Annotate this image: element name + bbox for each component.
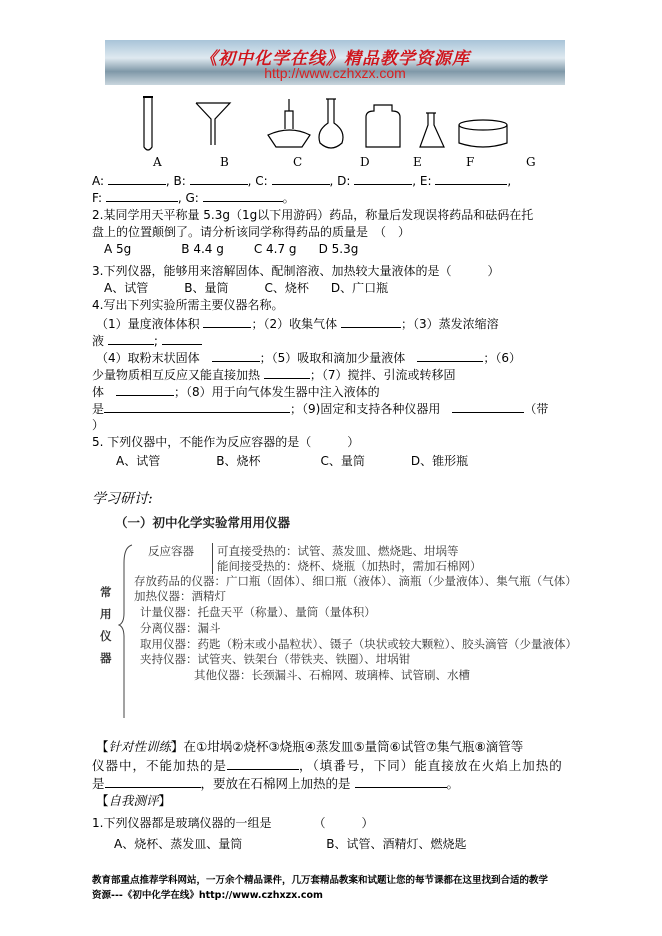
blank-3b[interactable] xyxy=(162,332,202,345)
blank-not-heatable[interactable] xyxy=(227,757,299,770)
training-line1: 【针对性训练】在①坩埚②烧杯③烧瓶④蒸发皿⑤量筒⑥试管⑦集气瓶⑧滴管等 xyxy=(96,739,524,754)
q4-stem: 4.写出下列实验所需主要仪器名称。 xyxy=(92,298,284,312)
blank-7[interactable] xyxy=(116,383,174,396)
blank-direct-heat[interactable] xyxy=(105,775,201,788)
text: ；（7）搅拌、引流或转移固 xyxy=(309,368,456,382)
blank-9[interactable] xyxy=(452,400,524,413)
row-separation: 分离仪器：漏斗 xyxy=(140,621,221,635)
text: , E: xyxy=(412,174,432,188)
label-e: E xyxy=(413,155,422,169)
test-tube-icon xyxy=(143,97,153,150)
training-tag: 针对性训练 xyxy=(108,739,172,754)
row-storage: 存放药品的仪器：广口瓶（固体）、细口瓶（液体）、滴瓶（少量液体）、集气瓶（气体） xyxy=(134,574,577,588)
text: ；（8）用于向气体发生器中注入液体的 xyxy=(174,385,380,399)
text: 是 xyxy=(92,402,105,416)
study-heading: 学习研讨: xyxy=(92,491,153,507)
text: （带 xyxy=(524,402,549,416)
row-heating: 加热仪器：酒精灯 xyxy=(134,589,226,603)
q2-stem-1: 2.某同学用天平称量 5.3g（1g以下用游码）药品，称量后发现误将药品和砝码在托 xyxy=(92,208,534,222)
row-direct: 可直接受热的：试管、蒸发皿、燃烧匙、坩埚等 xyxy=(212,543,459,559)
q4-line1 xyxy=(96,315,499,332)
text: ，（填番号，下同）能直接放在火焰上加热的 xyxy=(299,758,563,773)
q2-stem-2: 盘上的位置颠倒了。请分析该同学称得药品的质量是 （ ） xyxy=(92,225,411,239)
blank-8[interactable] xyxy=(104,400,290,413)
banner-url: http://www.czhxzx.com xyxy=(264,65,406,81)
blank-5[interactable] xyxy=(417,349,483,362)
text: ；（3）蒸发浓缩溶 xyxy=(400,317,499,331)
text: ；（9)固定和支持各种仪器用 xyxy=(290,402,441,416)
row-indirect: 能间接受热的：烧杯、烧瓶（加热时，需加石棉网） xyxy=(212,558,482,574)
row-measuring: 计量仪器：托盘天平（称量）、量筒（量体积） xyxy=(140,605,376,619)
q4-line6 xyxy=(92,400,548,417)
text: 体 xyxy=(92,385,105,399)
q4-line7: ） xyxy=(92,418,105,432)
figure-subheading: （一）初中化学实验常用用仪器 xyxy=(115,515,291,530)
q2-option-c[interactable]: C 4.7 g xyxy=(253,242,297,256)
q2-option-b[interactable]: B 4.4 g xyxy=(181,242,224,256)
row-clamping: 夹持仪器：试管夹、铁架台（带铁夹、铁圈）、坩埚钳 xyxy=(140,652,411,666)
label-b: B xyxy=(220,155,229,169)
text: 在①坩埚②烧杯③烧瓶④蒸发皿⑤量筒⑥试管⑦集气瓶⑧滴管等 xyxy=(183,739,524,754)
text: ；（2）收集气体 xyxy=(251,317,338,331)
q4-line4 xyxy=(92,366,455,383)
funnel-icon xyxy=(196,103,230,145)
q2-option-d[interactable]: D 5.3g xyxy=(318,242,359,256)
self-test-options xyxy=(114,836,466,852)
q1-line2 xyxy=(92,189,295,206)
blank-6[interactable] xyxy=(264,366,310,379)
blank-a[interactable] xyxy=(108,172,166,185)
q5-options xyxy=(116,453,468,469)
self-test-option-b[interactable]: B、试管、酒精灯、燃烧匙 xyxy=(326,837,467,851)
q1-line1 xyxy=(92,172,511,189)
text: ；（6） xyxy=(483,351,521,365)
q5-option-c[interactable]: C、量筒 xyxy=(320,454,365,468)
q4-line2: 液 ; xyxy=(92,332,202,349)
q3-option-a[interactable]: A、试管 xyxy=(104,281,149,295)
blank-1[interactable] xyxy=(203,315,251,328)
text: 液 xyxy=(92,334,105,348)
instrument-classification-figure xyxy=(100,513,577,718)
text: F: xyxy=(92,191,103,205)
text: 。 xyxy=(282,191,295,205)
site-banner xyxy=(105,40,565,85)
self-test-option-a[interactable]: A、烧杯、蒸发皿、量筒 xyxy=(114,837,243,851)
text: 是 xyxy=(92,776,105,791)
blank-g[interactable] xyxy=(203,189,283,202)
row-other: 其他仪器：长颈漏斗、石棉网、玻璃棒、试管刷、水槽 xyxy=(194,668,470,682)
text: , D: xyxy=(329,174,351,188)
self-test-q1: 1.下列仪器都是玻璃仪器的一组是 （ ） xyxy=(92,816,374,830)
blank-f[interactable] xyxy=(106,189,178,202)
text: A: xyxy=(92,174,105,188)
q4-line5 xyxy=(92,383,380,400)
wide-mouth-bottle-icon xyxy=(366,105,400,147)
training-line3 xyxy=(92,775,459,792)
q5-option-a[interactable]: A、试管 xyxy=(116,454,161,468)
text: , xyxy=(507,174,512,188)
label-f: F xyxy=(466,155,475,169)
text: （4）取粉末状固体 xyxy=(96,351,200,365)
label-d: D xyxy=(360,155,370,169)
q3-stem: 3.下列仪器，能够用来溶解固体、配制溶液、加热较大量液体的是（ ） xyxy=(92,264,500,278)
flask-icon xyxy=(319,99,343,148)
blank-b[interactable] xyxy=(190,172,248,185)
row-taking: 取用仪器：药匙（粉末或小晶粒状）、镊子（块状或较大颗粒）、胶头滴管（少量液体） xyxy=(140,637,577,651)
q2-options xyxy=(104,241,358,257)
footer-line2: 资源---《初中化学在线》http://www.czhxzx.com xyxy=(92,890,323,901)
self-test-tag: 自我测评 xyxy=(108,793,159,808)
footer-line1: 教育部重点推荐学科网站，一万余个精品课件，几万套精品教案和试题让您的每节课都在这里找到合适的教学 xyxy=(92,875,549,886)
q3-option-c[interactable]: C、烧杯 xyxy=(264,281,309,295)
evaporating-dish-icon xyxy=(459,120,507,147)
q5-option-d[interactable]: D、锥形瓶 xyxy=(410,454,469,468)
text: ，要放在石棉网上加热的是 xyxy=(200,776,351,791)
text: , C: xyxy=(247,174,268,188)
self-test-heading: 【自我测评】 xyxy=(96,793,172,808)
row-reaction: 反应容器 xyxy=(148,544,194,558)
blank-3[interactable] xyxy=(108,332,154,345)
q3-options xyxy=(104,280,388,296)
training-line2 xyxy=(92,757,563,774)
text: , G: xyxy=(177,191,199,205)
label-g: G xyxy=(526,155,536,169)
q5-option-b[interactable]: B、烧杯 xyxy=(216,454,261,468)
text: 少量物质相互反应又能直接加热 xyxy=(92,368,261,382)
q4-line3 xyxy=(96,349,521,366)
label-a: A xyxy=(153,155,162,169)
q3-option-b[interactable]: B、量筒 xyxy=(184,281,229,295)
text: 仪器中，不能加热的是 xyxy=(92,758,228,773)
conical-flask-icon xyxy=(420,113,444,147)
q3-option-d[interactable]: D、广口瓶 xyxy=(330,281,389,295)
blank-d[interactable] xyxy=(354,172,412,185)
q2-option-a[interactable]: A 5g xyxy=(104,242,132,256)
alcohol-lamp-icon xyxy=(268,99,310,147)
text: 。 xyxy=(446,776,460,791)
blank-c[interactable] xyxy=(272,172,330,185)
blank-2[interactable] xyxy=(341,315,401,328)
brace-icon xyxy=(118,543,134,718)
text: （1）量度液体体积 xyxy=(96,317,200,331)
text: ；（5）吸取和滴加少量液体 xyxy=(259,351,406,365)
instrument-illustrations xyxy=(140,95,540,153)
q5-stem: 5. 下列仪器中，不能作为反应容器的是（ ） xyxy=(92,435,360,449)
side-label: 常用仪器 xyxy=(100,585,112,665)
blank-4[interactable] xyxy=(212,349,260,362)
text: , B: xyxy=(165,174,186,188)
banner-title: 《初中化学在线》精品教学资源库 xyxy=(200,49,470,69)
blank-e[interactable] xyxy=(435,172,507,185)
blank-asbestos-heat[interactable] xyxy=(355,775,447,788)
label-c: C xyxy=(293,155,303,169)
